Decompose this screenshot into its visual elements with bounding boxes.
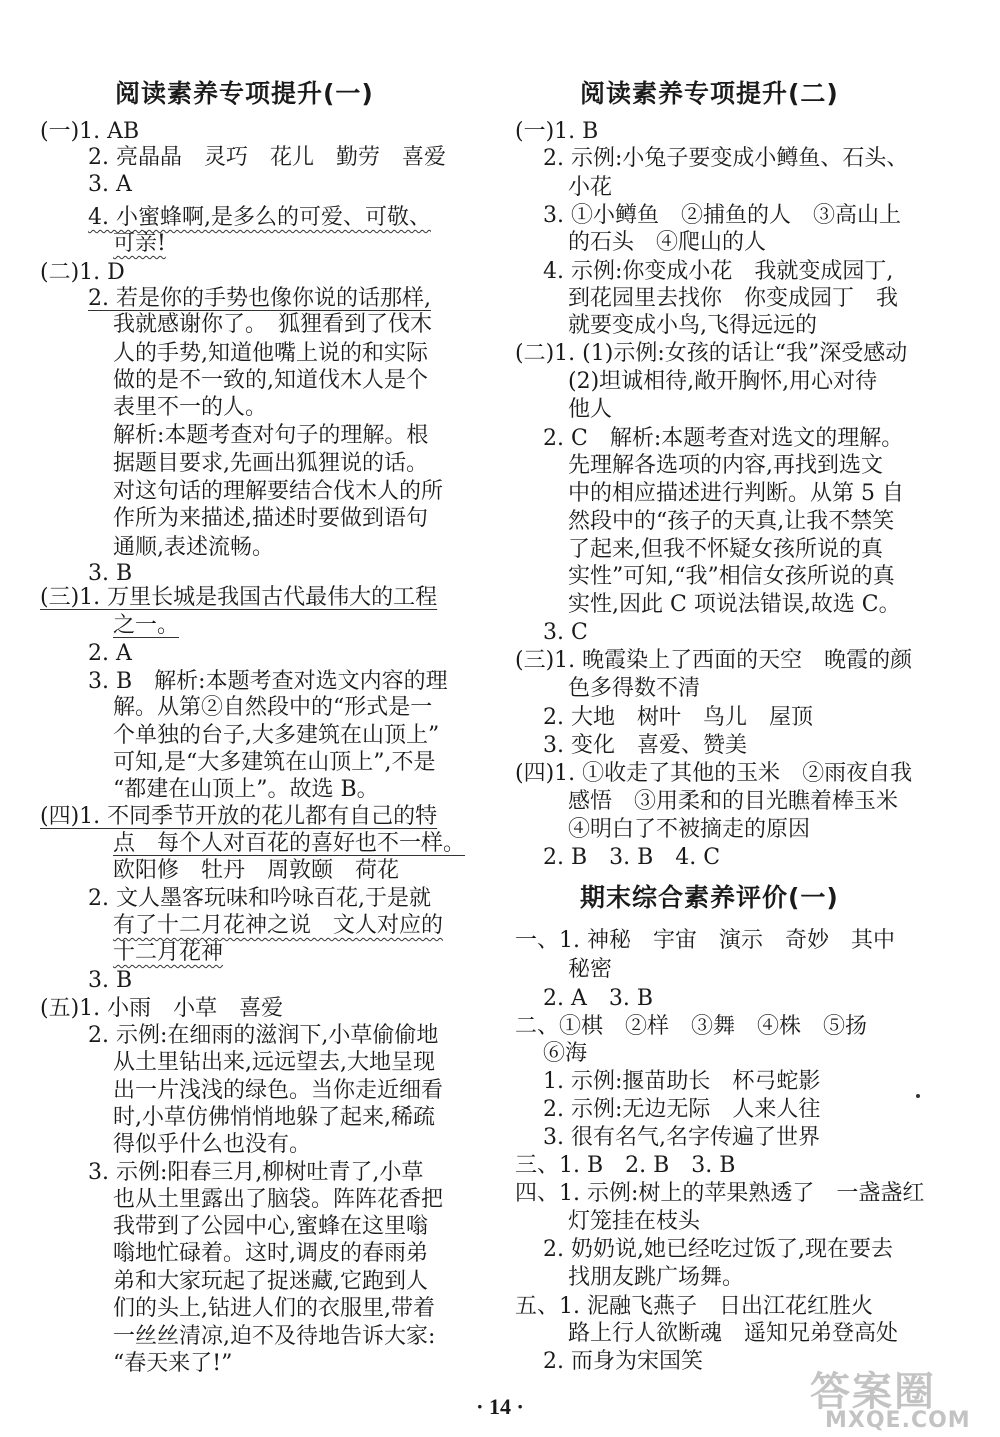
- analysis-line: 作所为来描述,描述时要做到语句: [113, 506, 428, 531]
- answer-line: 3. B: [88, 968, 133, 993]
- answer-line: 3. C: [543, 620, 588, 645]
- answer-line: 二、①棋 ②样 ③舞 ④株 ⑤扬: [515, 1014, 868, 1039]
- answer-line: (一)1. AB: [40, 119, 140, 144]
- answer-line: 得似乎什么也没有。: [113, 1132, 312, 1157]
- answer-line: (2)坦诚相待,敞开胸怀,用心对待: [568, 369, 878, 394]
- analysis-line: 个单独的台子,大多建筑在山顶上”: [113, 723, 440, 748]
- answer-line: 有了十二月花神之说 文人对应的: [113, 913, 444, 938]
- answer-line: 秘密: [568, 957, 613, 982]
- analysis-line: 解析:本题考查对句子的理解。根: [113, 423, 429, 448]
- answer-line: 可亲!: [113, 231, 166, 256]
- answer-line: 人的手势,知道他嘴上说的和实际: [113, 341, 428, 366]
- answer-line: 一丝丝清凉,迫不及待地告诉大家:: [113, 1324, 436, 1349]
- answer-line: 我就感谢你了。 狐狸看到了伐木: [113, 312, 433, 337]
- answer-line: (五)1. 小雨 小草 喜爱: [40, 996, 284, 1021]
- answer-line: 表里不一的人。: [113, 395, 268, 420]
- watermark-url: MXQE.COM: [825, 1408, 971, 1433]
- exam-section-title: 期末综合素养评价(一): [580, 883, 839, 912]
- answer-line: 3. 很有名气,名字传遍了世界: [543, 1125, 820, 1150]
- answer-line: 色多得数不清: [568, 676, 701, 701]
- analysis-line: “都建在山顶上”。故选 B。: [113, 777, 379, 802]
- answer-line: 1. 示例:揠苗助长 杯弓蛇影: [543, 1069, 821, 1094]
- analysis-line: 中的相应描述进行判断。从第 5 自: [568, 481, 904, 506]
- answer-line: 嗡地忙碌着。这时,调皮的春雨弟: [113, 1241, 428, 1266]
- ink-dot: [916, 1094, 920, 1098]
- answer-line: 感悟 ③用柔和的目光瞧着棒玉米: [568, 789, 899, 814]
- answer-line: ④明白了不被摘走的原因: [568, 817, 811, 842]
- answer-line: 之一。: [113, 613, 180, 638]
- answer-line: 路上行人欲断魂 遥知兄弟登高处: [568, 1321, 899, 1346]
- analysis-line: 先理解各选项的内容,再找到选文: [568, 453, 883, 478]
- answer-line: 2. 示例:小兔子要变成小鳟鱼、石头、: [543, 146, 909, 171]
- answer-line: 时,小草仿佛悄悄地躲了起来,稀疏: [113, 1105, 435, 1130]
- analysis-line: 实性”可知,“我”相信女孩所说的真: [568, 564, 895, 589]
- answer-line: 从土里钻出来,远远望去,大地呈现: [113, 1050, 435, 1075]
- analysis-line: 解。从第②自然段中的“形式是一: [113, 695, 433, 720]
- analysis-line: 了起来,但我不怀疑女孩所说的真: [568, 537, 883, 562]
- answer-line: 2. 奶奶说,她已经吃过饭了,现在要去: [543, 1237, 893, 1262]
- answer-line: 3. 变化 喜爱、赞美: [543, 733, 747, 758]
- answer-line: (四)1. 不同季节开放的花儿都有自己的特: [40, 804, 438, 829]
- answer-line: 2. 示例:无边无际 人来人往: [543, 1097, 821, 1122]
- answer-line: 欧阳修 牡丹 周敦颐 荷花: [113, 858, 400, 883]
- page-number: · 14 ·: [476, 1394, 524, 1419]
- analysis-line: 实性,因此 C 项说法错误,故选 C。: [568, 592, 901, 617]
- answer-line: 4. 小蜜蜂啊,是多么的可爱、可敬、: [88, 205, 431, 230]
- answer-line: 找朋友跳广场舞。: [568, 1265, 745, 1290]
- answer-line: 做的是不一致的,知道伐木人是个: [113, 368, 428, 393]
- answer-line: (一)1. B: [515, 119, 599, 144]
- answer-line: 十二月花神: [113, 940, 224, 965]
- answer-line: (三)1. 晚霞染上了西面的天空 晚霞的颜: [515, 648, 913, 673]
- analysis-line: 据题目要求,先画出狐狸说的话。: [113, 451, 428, 476]
- answer-line: 3. 示例:阳春三月,柳树吐青了,小草: [88, 1160, 424, 1185]
- answer-line: 一、1. 神秘 宇宙 演示 奇妙 其中: [515, 928, 895, 953]
- answer-line: 2. 若是你的手势也像你说的话那样,: [88, 286, 431, 311]
- analysis-line: 可知,是“大多建筑在山顶上”,不是: [113, 750, 436, 775]
- answer-line: (二)1. (1)示例:女孩的话让“我”深受感动: [515, 341, 908, 366]
- answer-line: ⑥海: [543, 1041, 588, 1066]
- answer-line: 2. 大地 树叶 鸟儿 屋顶: [543, 705, 813, 730]
- analysis-line: 通顺,表述流畅。: [113, 535, 274, 560]
- answer-line: (四)1. ①收走了其他的玉米 ②雨夜自我: [515, 761, 913, 786]
- answer-line: 2. 亮晶晶 灵巧 花儿 勤劳 喜爱: [88, 145, 446, 170]
- answer-line: 2. 文人墨客玩味和吟咏百花,于是就: [88, 886, 431, 911]
- answer-line: 2. B 3. B 4. C: [543, 845, 721, 870]
- answer-line: 2. 示例:在细雨的滋润下,小草偷偷地: [88, 1023, 439, 1048]
- answer-line: 出一片浅浅的绿色。当你走近细看: [113, 1078, 444, 1103]
- answer-line: 3. B 解析:本题考查对选文内容的理: [88, 669, 448, 694]
- answer-line: 3. A: [88, 172, 132, 197]
- answer-line: 们的头上,钻进人们的衣服里,带着: [113, 1296, 435, 1321]
- analysis-line: 对这句话的理解要结合伐木人的所: [113, 479, 444, 504]
- answer-line: (三)1. 万里长城是我国古代最伟大的工程: [40, 585, 438, 610]
- watermark-text: 答案圈: [810, 1369, 936, 1415]
- answer-line: 2. C 解析:本题考查对选文的理解。: [543, 426, 904, 451]
- answer-line: 4. 示例:你变成小花 我就变成园丁,: [543, 259, 894, 284]
- answer-line: 我带到了公园中心,蜜蜂在这里嗡: [113, 1214, 428, 1239]
- analysis-line: 然段中的“孩子的天真,让我不禁笑: [568, 509, 895, 534]
- answer-line: 2. A 3. B: [543, 986, 654, 1011]
- watermark-logo: [790, 1360, 990, 1435]
- answer-line: 就要变成小鸟,飞得远远的: [568, 313, 817, 338]
- answer-line: (二)1. D: [40, 260, 125, 285]
- answer-line: 弟和大家玩起了捉迷藏,它跑到人: [113, 1269, 428, 1294]
- answer-line: 五、1. 泥融飞燕子 日出江花红胜火: [515, 1294, 873, 1319]
- answer-line: “春天来了!”: [113, 1351, 233, 1376]
- answer-line: 灯笼挂在枝头: [568, 1209, 701, 1234]
- answer-line: 三、1. B 2. B 3. B: [515, 1153, 736, 1178]
- answer-line: 到花园里去找你 你变成园丁 我: [568, 286, 899, 311]
- answer-line: 小花: [568, 175, 613, 200]
- left-section-title: 阅读素养专项提升(一): [115, 79, 374, 108]
- answer-line: 点 每个人对百花的喜好也不一样。: [113, 831, 466, 856]
- answer-line: 四、1. 示例:树上的苹果熟透了 一盏盏红: [515, 1181, 925, 1206]
- answer-line: 他人: [568, 397, 613, 422]
- answer-line: 2. A: [88, 641, 132, 666]
- answer-line: 3. ①小鳟鱼 ②捕鱼的人 ③高山上: [543, 203, 901, 228]
- answer-line: 3. B: [88, 561, 133, 586]
- answer-line: 的石头 ④爬山的人: [568, 230, 767, 255]
- answer-line: 2. 而身为宋国笑: [543, 1349, 703, 1374]
- answer-line: 也从土里露出了脑袋。阵阵花香把: [113, 1187, 444, 1212]
- right-section-title: 阅读素养专项提升(二): [580, 79, 839, 108]
